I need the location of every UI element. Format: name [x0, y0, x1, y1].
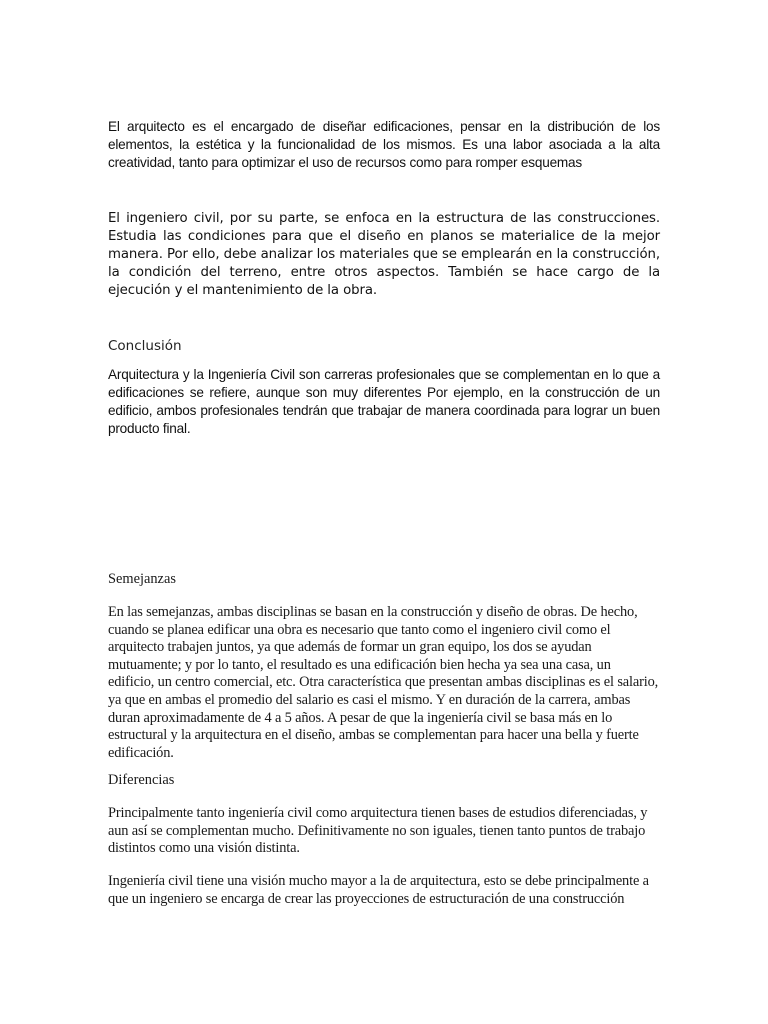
paragraph-arquitecto: El arquitecto es el encargado de diseñar edificaciones, pensar en la distribución de los elementos, la estética y la funcionalidad de los mismos. Es una labor asociada a la alta creatividad, tanto para optimizar el uso de recursos como para romper esquemas: [108, 119, 660, 170]
paragraph-ingeniero: El ingeniero civil, por su parte, se enfoca en la estructura de las construcciones. Estudia las condiciones para que el diseño en planos se materialice de la mejor manera. Por ello, debe analizar los materiales que se emplearán en la construcción, la condición del terreno, entre otros aspectos. También se hace cargo de la ejecución y el mantenimiento de la obra.: [108, 211, 660, 298]
heading-semejanzas: Semejanzas: [108, 571, 176, 587]
heading-conclusion: Conclusión: [108, 338, 182, 354]
paragraph-diferencias-2: Ingeniería civil tiene una visión mucho mayor a la de arquitectura, esto se debe principalmente a que un ingeniero se encarga de crear las proyecciones de estructuración de una construcción: [108, 873, 649, 907]
paragraph-semejanzas: En las semejanzas, ambas disciplinas se basan en la construcción y diseño de obras. De hecho, cuando se planea edificar una obra es necesario que tanto como el ingeniero civil como el arquitecto trabajen juntos, ya que además de formar un gran equipo, los dos se ayudan mutuamente; y por lo tanto, el resultado es una edificación bien hecha ya sea una casa, un edificio, un centro comercial, etc. Otra característica que presentan ambas disciplinas es el salario, ya que en ambas el promedio del salario es casi el mismo. Y en duración de la carrera, ambas duran aproximadamente de 4 a 5 años. A pesar de que la ingeniería civil se basa más en lo estructural y la arquitectura en el diseño, ambas se complementan para hacer una bella y fuerte edificación.: [108, 604, 659, 761]
heading-diferencias: Diferencias: [108, 772, 175, 788]
paragraph-conclusion: Arquitectura y la Ingeniería Civil son carreras profesionales que se complementan en lo que a edificaciones se refiere, aunque son muy diferentes Por ejemplo, en la construcción de un edificio, ambos profesionales tendrán que trabajar de manera coordinada para lograr un buen producto final.: [108, 367, 660, 436]
paragraph-diferencias-1: Principalmente tanto ingeniería civil como arquitectura tienen bases de estudios diferenciadas, y aun así se complementan mucho. Definitivamente no son iguales, tienen tanto puntos de trabajo distintos como una visión distinta.: [108, 805, 648, 857]
